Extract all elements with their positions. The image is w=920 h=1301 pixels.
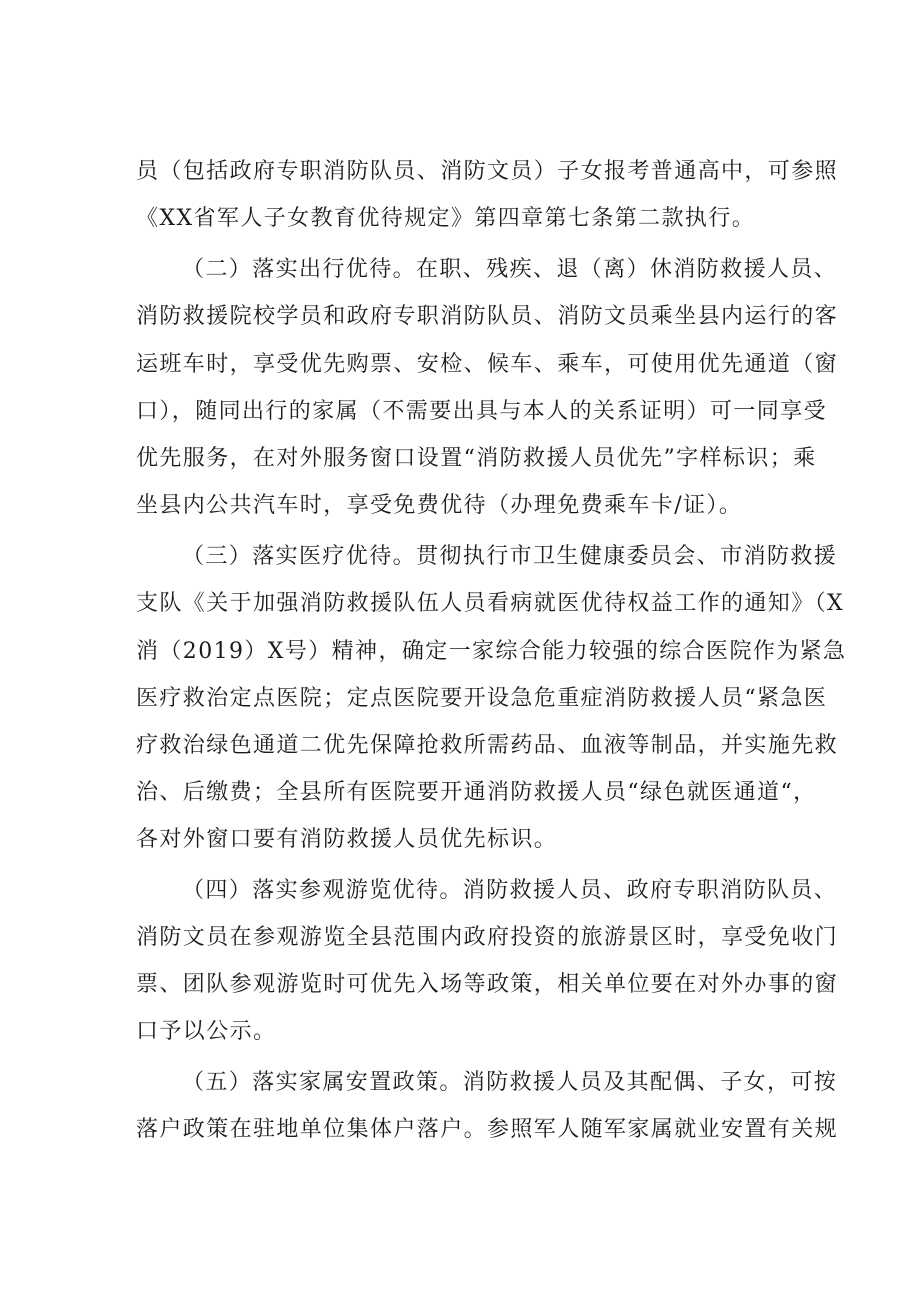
text-line: 运班车时，享受优先购票、安检、候车、乘车，可使用优先通道（窗: [136, 352, 839, 377]
text-line: 口予以公示。: [136, 1019, 277, 1044]
text-line: 员（包括政府专职消防队员、消防文员）子女报考普通高中，可参照: [136, 159, 839, 184]
text-line: 支队《关于加强消防救援队伍人员看病就医优待权益工作的通知》（X: [136, 591, 845, 616]
section-4-heading-line: （四）落实参观游览优待。消防救援人员、政府专职消防队员、: [182, 878, 838, 903]
text-line: 医疗救治定点医院；定点医院要开设急危重症消防救援人员“紧急医: [136, 686, 828, 711]
section-5-heading-line: （五）落实家属安置政策。消防救援人员及其配偶、子女，可按: [182, 1070, 838, 1095]
section-3-heading-line: （三）落实医疗优待。贯彻执行市卫生健康委员会、市消防救援: [182, 544, 838, 569]
text-line: 票、团队参观游览时可优先入场等政策，相关单位要在对外办事的窗: [136, 972, 839, 997]
text-line: 各对外窗口要有消防救援人员优先标识。: [136, 827, 558, 852]
text-line: 消（2019）X号）精神，确定一家综合能力较强的综合医院作为紧急: [136, 639, 847, 664]
text-line: 口），随同出行的家属（不需要出具与本人的关系证明）可一同享受: [136, 399, 828, 424]
text-line: 坐县内公共汽车时，享受免费优待（办理免费乘车卡/证）。: [136, 493, 743, 518]
text-line: 消防救援院校学员和政府专职消防队员、消防文员乘坐县内运行的客: [136, 304, 839, 329]
text-line: 消防文员在参观游览全县范围内政府投资的旅游景区时，享受免收门: [136, 925, 839, 950]
text-line: 《XX省军人子女教育优待规定》第四章第七条第二款执行。: [136, 206, 756, 231]
text-line: 落户政策在驻地单位集体户落户。参照军人随军家属就业安置有关规: [136, 1117, 839, 1142]
text-line: 疗救治绿色通道二优先保障抢救所需药品、血液等制品，并实施先救: [136, 733, 839, 758]
text-line: 优先服务，在对外服务窗口设置“消防救援人员优先”字样标识；乘: [136, 446, 817, 471]
section-2-heading-line: （二）落实出行优待。在职、残疾、退（离）休消防救援人员、: [182, 257, 838, 282]
text-line: 治、后缴费；全县所有医院要开通消防救援人员“绿色就医通道“，: [136, 780, 817, 805]
